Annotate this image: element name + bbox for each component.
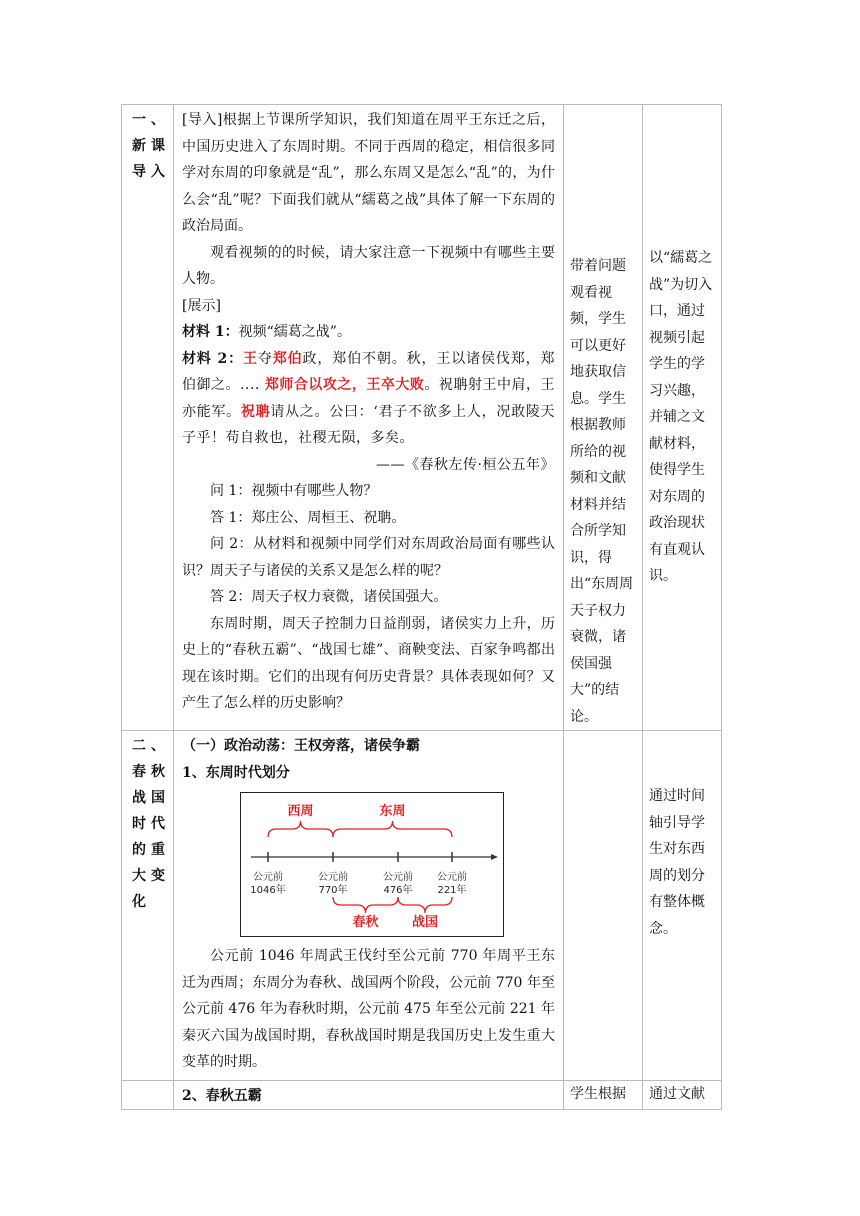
- material-2-text: 请从之。公曰：‘君子不欲多上人，况敢陵天子乎！苟自救也，社稷无陨，多矣。: [182, 403, 556, 446]
- question-2: 问 2：从材料和视频中同学们对东周政治局面有哪些认识？周天子与诸侯的关系又是怎么样的呢？: [182, 536, 555, 579]
- stage-line: 化: [132, 894, 146, 910]
- intro-tag: [导入]: [182, 112, 223, 128]
- brace-warring-states: [398, 897, 452, 913]
- tick-label: 221年: [437, 885, 467, 896]
- student-activity-text: 带着问题观看视频，学生可以更好地获取信息。学生根据教师所给的视频和文献材料并结合所学知识，得出“东周周天子权力衰微，诸侯国强大”的结论。: [570, 258, 634, 725]
- brace-spring-autumn: [333, 897, 398, 913]
- subsection-heading: 2、春秋五霸: [182, 1087, 262, 1104]
- answer-2: 答 2：周天子权力衰微，诸侯国强大。: [210, 589, 448, 605]
- design-purpose-cell: [643, 1080, 722, 1110]
- tick-label: 公元前: [383, 872, 413, 883]
- summary-paragraph: 东周时期，周天子控制力日益削弱，诸侯实力上升，历史上的“春秋五霸”、“战国七雄”、商鞅变法、百家争鸣都出现在该时期。它们的出现有何历史背景？具体表现如何？又产生了怎么样的历史影响？: [182, 615, 555, 711]
- student-activity-cell: [564, 1080, 643, 1110]
- tick-label: 公元前: [437, 872, 467, 883]
- timeline-arrow: [491, 854, 498, 860]
- lesson-plan-table: [121, 104, 722, 1110]
- teacher-activity-cell: [174, 1080, 564, 1110]
- material-1-label: 材料 1：: [182, 324, 239, 340]
- section-heading: （一）政治动荡：王权旁落，诸侯争霸: [182, 738, 420, 754]
- brace-western-zhou: [268, 821, 333, 837]
- stage-cell: [122, 1080, 174, 1110]
- material-1: [182, 319, 555, 346]
- material-2: [182, 346, 555, 452]
- design-purpose-text: 通过文献: [649, 1085, 705, 1102]
- student-activity-cell: [564, 105, 643, 731]
- material-1-text: 视频“繻葛之战”。: [238, 324, 351, 340]
- subsection-heading: 1、东周时代划分: [182, 764, 290, 781]
- highlight-defeat: 郑师合以攻之，王卒大败: [264, 377, 425, 393]
- row-new-lesson-intro: [122, 105, 722, 731]
- tick-label: 公元前: [253, 872, 283, 883]
- tick-label: 公元前: [318, 872, 348, 883]
- intro-paragraph: [182, 107, 555, 240]
- highlight-king: 王: [243, 350, 258, 367]
- stage-line: 新课: [132, 138, 165, 154]
- brace-eastern-zhou: [333, 821, 452, 837]
- student-activity-cell: [564, 731, 643, 1081]
- design-purpose-cell: [643, 105, 722, 731]
- watch-instruction: 观看视频的的时候，请大家注意一下视频中有哪些主要人物。: [182, 244, 555, 287]
- stage-line: 一、: [132, 112, 165, 128]
- question-1: 问 1：视频中有哪些人物？: [210, 483, 378, 499]
- stage-line: 春秋: [132, 764, 165, 780]
- answer-1: 答 1：郑庄公、周桓王、祝聃。: [210, 509, 406, 526]
- design-purpose-cell: [643, 731, 722, 1081]
- stage-line: 导入: [132, 164, 165, 180]
- design-purpose-text: 通过时间轴引导学生对东西周的划分有整体概念。: [649, 788, 705, 937]
- stage-line: 时代: [132, 816, 165, 832]
- row-spring-autumn-changes: [122, 731, 722, 1081]
- row-five-hegemons: [122, 1080, 722, 1110]
- period-timeline: [240, 792, 504, 937]
- bottom-label: 春秋: [352, 915, 379, 930]
- tick-label: 770年: [318, 885, 348, 896]
- bottom-label: 战国: [411, 915, 439, 930]
- highlight-zhudan: 祝聃: [240, 403, 271, 420]
- intro-text: 根据上节课所学知识，我们知道在周平王东迁之后，中国历史进入了东周时期。不同于西周的稳定，相信很多同学对东周的印象就是“乱”，那么东周又是怎么“乱”的，为什么会“乱”呢？下面我们就从“繻葛之战”具体了解一下东周的政治局面。: [182, 112, 555, 234]
- teacher-activity-cell: [174, 731, 564, 1081]
- show-tag: [展示]: [182, 297, 221, 314]
- top-label: 西周: [287, 804, 314, 819]
- highlight-zhengbo: 郑伯: [272, 350, 303, 367]
- tick-label: 1046年: [250, 885, 286, 896]
- design-purpose-text: 以“繻葛之战”为切入口，通过视频引起学生的学习兴趣，并辅之文献材料，使得学生对东周的政治现状有直观认识。: [649, 250, 713, 585]
- stage-line: 大变: [132, 868, 165, 884]
- material-2-source: ——《春秋左传·桓公五年》: [376, 456, 555, 473]
- material-2-label: 材料 2：: [182, 350, 243, 367]
- material-2-text: 政，郑伯不朝。秋，王以诸侯伐郑，郑伯御之。....: [182, 350, 555, 393]
- teacher-activity-cell: [174, 105, 564, 731]
- timeline-svg: [241, 793, 503, 936]
- top-label: 东周: [379, 804, 406, 819]
- material-2-text: 。祝聃射王中肩，王亦能军。: [182, 377, 555, 420]
- stage-cell: [122, 105, 174, 731]
- stage-line: 的重: [132, 842, 165, 858]
- material-2-text: 夺: [257, 350, 273, 367]
- stage-cell: [122, 731, 174, 1081]
- period-paragraph: 公元前 1046 年周武王伐纣至公元前 770 年周平王东迁为西周；东周分为春秋、战国两个阶段，公元前 770 年至公元前 476 年为春秋时期，公元前 475 年至公元前 221 年秦灭六国为战国时期，春秋战国时期是我国历史上发生重大变革的时期。: [182, 948, 555, 1070]
- tick-label: 476年: [383, 885, 413, 896]
- student-activity-text: 学生根据: [570, 1085, 626, 1102]
- stage-line: 战国: [132, 790, 165, 806]
- stage-line: 二、: [132, 738, 165, 754]
